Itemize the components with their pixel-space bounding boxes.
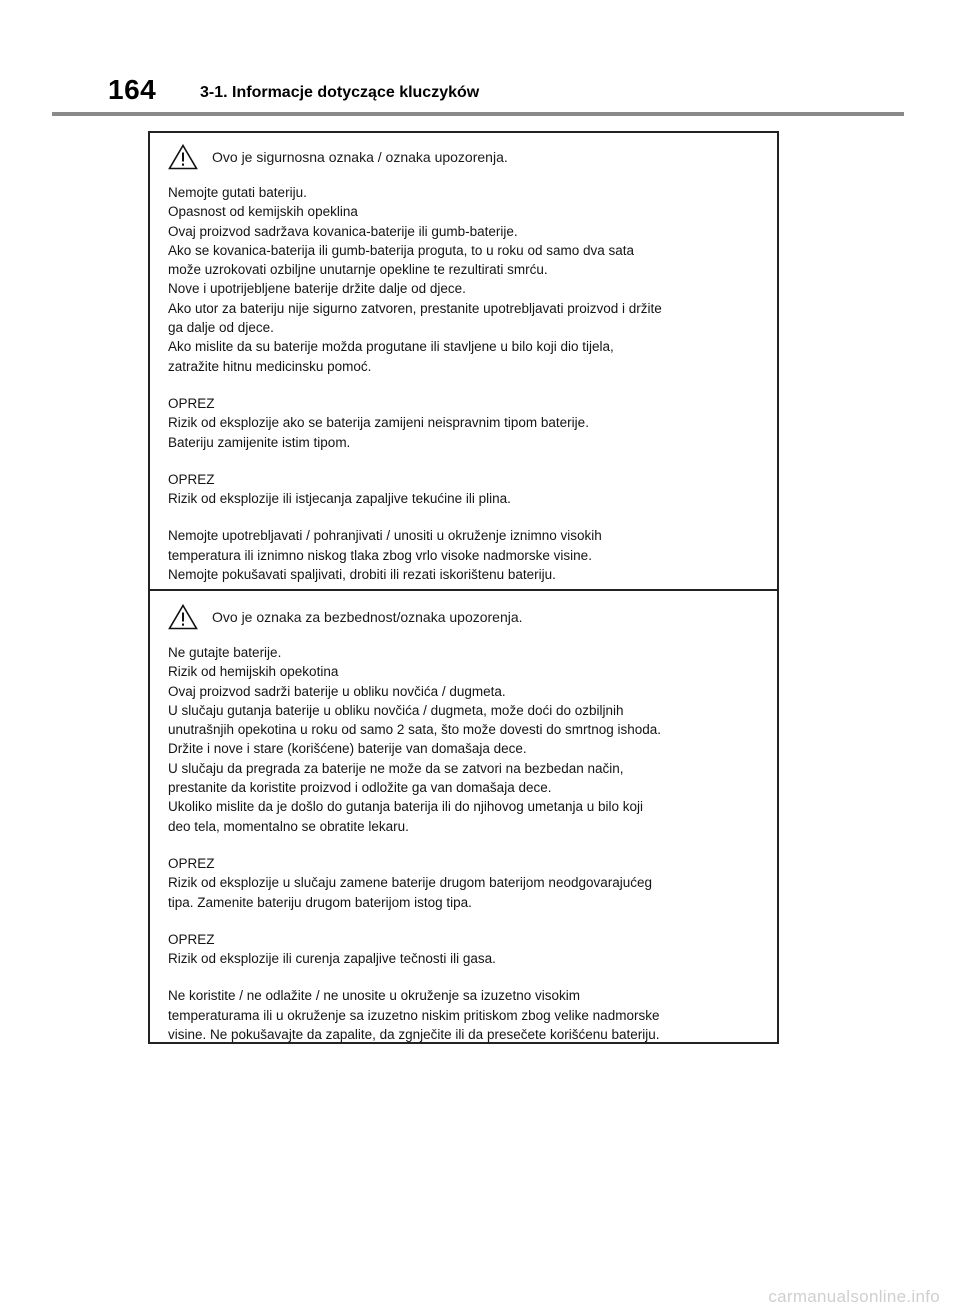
panel-divider: [150, 589, 777, 591]
warning-text-block: [168, 183, 768, 376]
text-line: Ako mislite da su baterije možda progutane ili stavljene u bilo koji dio tijela,: [168, 339, 614, 355]
site-watermark: carmanualsonline.info: [768, 1287, 940, 1306]
serbian-warning-panel: [168, 597, 768, 1044]
text-line: unutrašnjih opekotina u roku od samo 2 sata, što može dovesti do smrtnog ishoda.: [168, 722, 662, 738]
header-rule: [52, 112, 904, 116]
caution-block: [168, 930, 768, 969]
text-line: Nove i upotrijebljene baterije držite dalje od djece.: [168, 281, 466, 297]
warning-heading-row: [168, 137, 768, 177]
text-line: Nemojte upotrebljavati / pohranjivati / unositi u okruženje iznimno visokih: [168, 528, 602, 544]
text-line: Rizik od eksplozije ako se baterija zamijeni neispravnim tipom baterije.: [168, 415, 589, 431]
warning-triangle-icon: [168, 144, 198, 170]
text-line: Ovaj proizvod sadržava kovanica-baterije ili gumb-baterije.: [168, 223, 518, 239]
text-line: tipa. Zamenite bateriju drugom baterijom istog tipa.: [168, 894, 472, 910]
text-line: deo tela, momentalno se obratite lekaru.: [168, 818, 409, 834]
caution-block: [168, 470, 768, 509]
text-line: može uzrokovati ozbiljne unutarnje opekline te rezultirati smrću.: [168, 262, 548, 278]
text-line: Rizik od eksplozije ili curenja zapaljive tečnosti ili gasa.: [168, 951, 496, 967]
text-line: temperatura ili iznimno niskog tlaka zbog vrlo visoke nadmorske visine.: [168, 547, 592, 563]
text-line: ga dalje od djece.: [168, 320, 274, 336]
text-line: Ne koristite / ne odlažite / ne unosite u okruženje sa izuzetno visokim: [168, 988, 580, 1004]
caution-block: [168, 394, 768, 452]
text-line: Nemojte pokušavati spaljivati, drobiti ili rezati iskorištenu bateriju.: [168, 567, 556, 583]
text-line: Rizik od eksplozije ili istjecanja zapaljive tekućine ili plina.: [168, 491, 511, 507]
page-number: 164: [108, 74, 157, 105]
warning-label-box: [148, 131, 779, 1044]
text-line: Ne gutajte baterije.: [168, 645, 282, 660]
usage-note-block: [168, 986, 768, 1044]
text-line: Ako utor za bateriju nije sigurno zatvoren, prestanite upotrebljavati proizvod i držite: [168, 300, 662, 316]
text-line: temperaturama ili u okruženje sa izuzetno niskim pritiskom zbog velike nadmorske: [168, 1007, 660, 1023]
caution-title: OPREZ: [168, 471, 215, 487]
warning-triangle-icon: [168, 604, 198, 630]
text-line: U slučaju da pregrada za baterije ne može da se zatvori na bezbedan način,: [168, 760, 624, 776]
page-header: [0, 0, 960, 118]
warning-heading-row: [168, 597, 768, 637]
text-line: Rizik od eksplozije u slučaju zamene baterije drugom baterijom neodgovarajućeg: [168, 875, 653, 891]
text-line: visine. Ne pokušavajte da zapalite, da zgnječite ili da presečete korišćenu bateriju.: [168, 1027, 660, 1043]
caution-title: OPREZ: [168, 395, 215, 411]
croatian-warning-panel: [168, 137, 768, 584]
text-line: zatražite hitnu medicinsku pomoć.: [168, 358, 372, 374]
caution-title: OPREZ: [168, 931, 215, 947]
text-line: Nemojte gutati bateriju.: [168, 185, 307, 200]
usage-note-block: [168, 526, 768, 584]
text-line: Bateriju zamijenite istim tipom.: [168, 434, 351, 450]
caution-block: [168, 854, 768, 912]
section-title: 3-1. Informacje dotyczące kluczyków: [200, 84, 480, 101]
warning-heading: Ovo je sigurnosna oznaka / oznaka upozorenja.: [212, 149, 508, 165]
text-line: Opasnost od kemijskih opeklina: [168, 204, 358, 220]
text-line: prestanite da koristite proizvod i odložite ga van domašaja dece.: [168, 780, 552, 796]
caution-title: OPREZ: [168, 855, 215, 871]
text-line: Držite i nove i stare (korišćene) baterije van domašaja dece.: [168, 741, 527, 757]
text-line: Rizik od hemijskih opekotina: [168, 664, 339, 680]
text-line: Ako se kovanica-baterija ili gumb-baterija proguta, to u roku od samo dva sata: [168, 242, 635, 258]
text-line: Ukoliko mislite da je došlo do gutanja baterija ili do njihovog umetanja u bilo koji: [168, 799, 644, 815]
text-line: Ovaj proizvod sadrži baterije u obliku novčića / dugmeta.: [168, 683, 506, 699]
text-line: U slučaju gutanja baterije u obliku novčića / dugmeta, može doći do ozbiljnih: [168, 702, 624, 718]
warning-text-block: [168, 643, 768, 836]
warning-heading: Ovo je oznaka za bezbednost/oznaka upozorenja.: [212, 609, 523, 625]
